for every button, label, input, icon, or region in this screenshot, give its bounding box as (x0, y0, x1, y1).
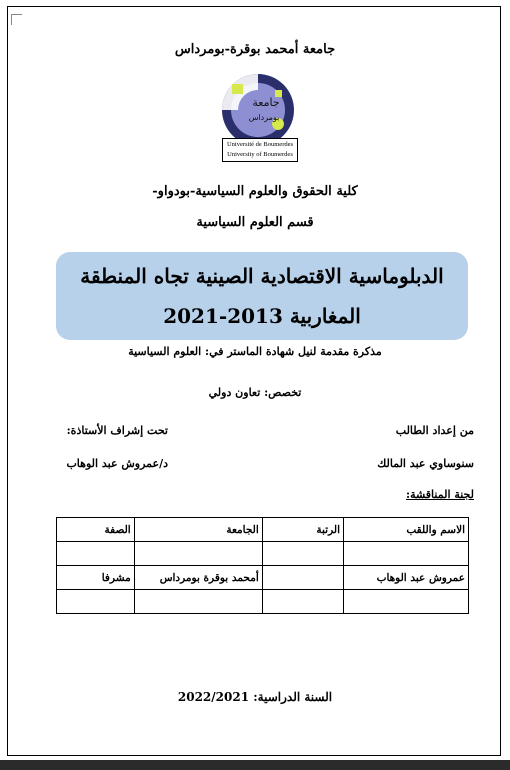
logo-arabic-city: بومرداس (248, 113, 280, 122)
table-cell (134, 542, 262, 566)
prepared-by-label: من إعداد الطالب (395, 424, 474, 437)
thesis-title-line2: المغاربية 2013-2021 (163, 304, 361, 328)
table-cell: أمحمد بوقرة بومرداس (134, 566, 262, 590)
logo-arabic-word: جامعة (252, 96, 280, 109)
table-cell: مشرفا (57, 566, 135, 590)
memo-description: مذكرة مقدمة لنيل شهادة الماستر في: العلوم السياسية (128, 345, 382, 358)
university-name: جامعة أمحمد بوقرة-بومرداس (174, 42, 336, 57)
table-cell: عمروش عبد الوهاب (344, 566, 469, 590)
table-cell (262, 542, 343, 566)
table-cell (344, 590, 469, 614)
logo-caption-en: University of Boumerdes (227, 151, 293, 158)
table-cell (57, 542, 135, 566)
table-cell (134, 590, 262, 614)
department-name: قسم العلوم السياسية (196, 215, 314, 230)
specialty: تخصص: تعاون دولي (208, 386, 302, 399)
table-header-row (57, 518, 469, 542)
table-row (57, 590, 469, 614)
faculty-name: كلية الحقوق والعلوم السياسية-بودواو- (152, 184, 358, 199)
header-university: الجامعة (134, 518, 262, 542)
committee-table (56, 517, 469, 614)
header-rank: الرتبة (262, 518, 343, 542)
supervised-by-label: تحت إشراف الأستاذة: (66, 424, 168, 437)
table-cell (57, 590, 135, 614)
logo-caption (222, 138, 298, 162)
bottom-bar (0, 760, 510, 770)
table-cell (262, 566, 343, 590)
table-row (57, 542, 469, 566)
corner-mark (11, 14, 22, 25)
table-cell (344, 542, 469, 566)
logo-caption-fr: Université de Boumerdes (226, 141, 294, 148)
academic-year: السنة الدراسية: 2022/2021 (177, 690, 333, 704)
supervisor-name: د/عمروش عبد الوهاب (66, 457, 168, 470)
header-role: الصفة (57, 518, 135, 542)
table-cell (262, 590, 343, 614)
table-row (57, 566, 469, 590)
header-name: الاسم واللقب (344, 518, 469, 542)
committee-title: لجنة المناقشة: (406, 488, 474, 501)
thesis-title-line1: الدبلوماسية الاقتصادية الصينية تجاه المنطقة (80, 264, 444, 288)
student-name: سنوساوي عبد المالك (377, 457, 474, 470)
